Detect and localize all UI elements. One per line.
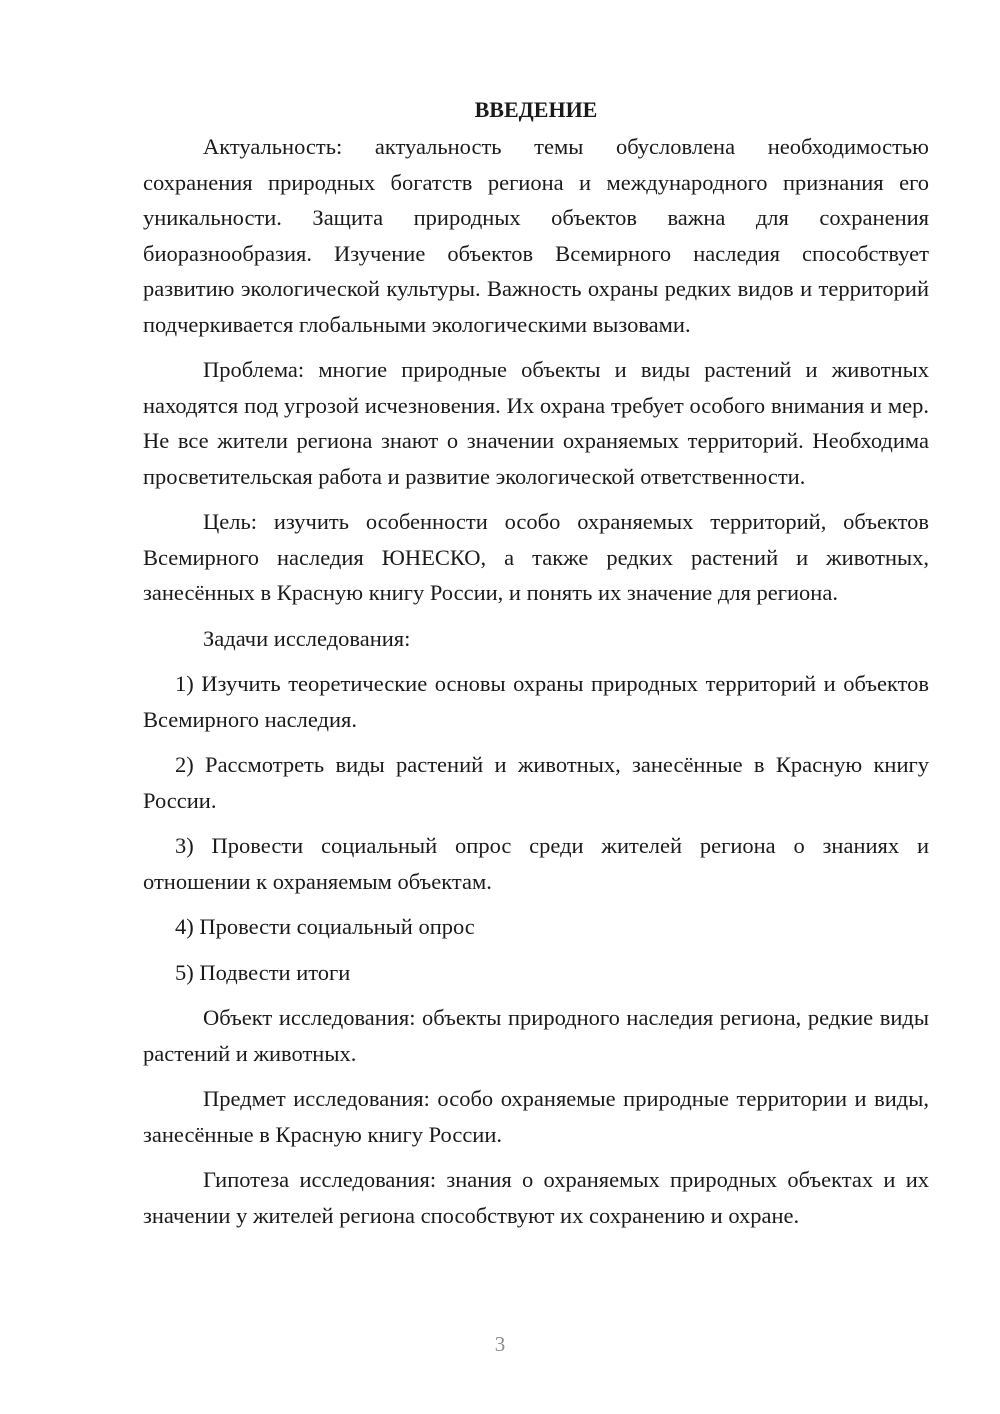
goal-paragraph: Цель: изучить особенности особо охраняемых территорий, объектов Всемирного наследия ЮНЕСКО, а также редких растений и животных, занесённых в Красную книгу России, и понять их значение для региона. bbox=[143, 509, 929, 605]
task-item-5: 5) Подвести итоги bbox=[175, 959, 351, 985]
task-item-4: 4) Провести социальный опрос bbox=[175, 914, 475, 939]
object-paragraph: Объект исследования: объекты природного наследия региона, редкие виды растений и животных. bbox=[143, 1005, 929, 1066]
page-number: 3 bbox=[494, 1332, 506, 1356]
subject-paragraph: Предмет исследования: особо охраняемые природные территории и виды, занесённые в Красную книгу России. bbox=[143, 1086, 929, 1147]
section-title: ВВЕДЕНИЕ bbox=[474, 97, 598, 122]
document-page bbox=[143, 92, 929, 1243]
hypothesis-paragraph: Гипотеза исследования: знания о охраняемых природных объектах и их значении у жителей региона способствуют их сохранению и охране. bbox=[143, 1167, 929, 1228]
problem-paragraph: Проблема: многие природные объекты и виды растений и животных находятся под угрозой исчезновения. Их охрана требует особого внимания и мер. Не все жители региона знают о значении охраняемых территорий. Необходима просветительская работа и развитие экологической ответственности. bbox=[143, 357, 929, 489]
task-item-2: 2) Рассмотреть виды растений и животных, занесённые в Красную книгу России. bbox=[143, 752, 929, 813]
task-item-1: 1) Изучить теоретические основы охраны природных территорий и объектов Всемирного наследия. bbox=[143, 671, 929, 732]
task-item-3: 3) Провести социальный опрос среди жителей региона о знаниях и отношении к охраняемым объектам. bbox=[143, 833, 929, 894]
relevance-paragraph: Актуальность: актуальность темы обусловлена необходимостью сохранения природных богатств региона и международного признания его уникальности. Защита природных объектов важна для сохранения биоразнообразия. Изучение объектов Всемирного наследия способствует развитию экологической культуры. Важность охраны редких видов и территорий подчеркивается глобальными экологическими вызовами. bbox=[143, 134, 929, 337]
tasks-heading: Задачи исследования: bbox=[203, 625, 411, 651]
